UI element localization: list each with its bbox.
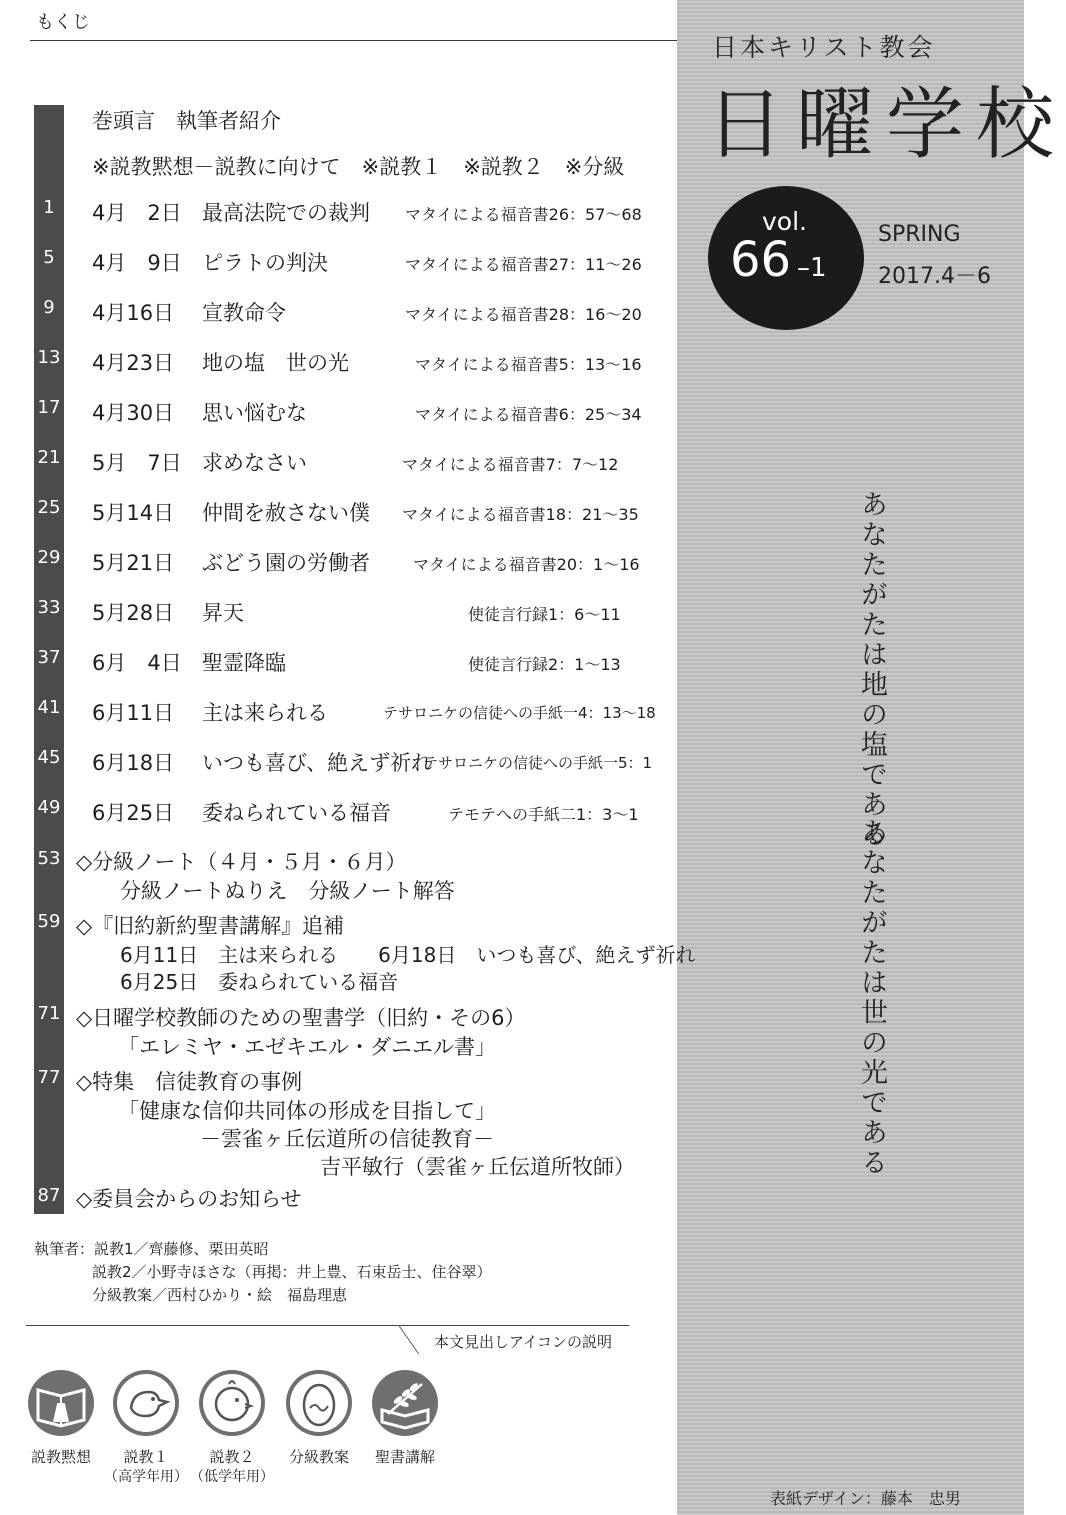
section-heading[interactable]: ◇日曜学校教師のための聖書学（旧約・その6） xyxy=(76,1006,526,1030)
page-title: もくじ xyxy=(36,12,90,33)
scripture-ref: 使徒言行録2：1～13 xyxy=(468,655,621,674)
page-number: 33 xyxy=(37,597,61,618)
scripture-ref: マタイによる福音書6：25～34 xyxy=(415,405,642,424)
sermon-date: 6月 4日 xyxy=(92,651,182,675)
olive-branch-book-icon xyxy=(372,1370,438,1436)
scripture-ref: マタイによる福音書20：1～16 xyxy=(413,555,640,574)
legend-title: 本文見出しアイコンの説明 xyxy=(434,1333,613,1351)
sermon-date: 6月18日 xyxy=(92,751,175,775)
staff-line: 執筆者：説教1／齊藤修、栗田英昭 xyxy=(34,1240,269,1258)
page-number: 41 xyxy=(37,697,61,718)
staff-line: 分級教案／西村ひかり・絵 福島理恵 xyxy=(92,1286,348,1304)
icon-label: 説教黙想 xyxy=(30,1448,91,1466)
header-divider xyxy=(30,40,678,41)
scripture-ref: テモテへの手紙二1：3～1 xyxy=(448,805,639,824)
section-heading[interactable]: ◇『旧約新約聖書講解』追補 xyxy=(76,914,345,938)
scripture-ref: マタイによる福音書27：11～26 xyxy=(405,255,642,274)
bird-icon xyxy=(113,1370,179,1436)
sermon-date: 5月28日 xyxy=(92,601,175,625)
section-line: 吉平敏行（雲雀ヶ丘伝道所牧師） xyxy=(320,1155,635,1179)
section-heading[interactable]: ◇委員会からのお知らせ xyxy=(76,1187,302,1211)
sermon-title: 仲間を赦さない僕 xyxy=(202,501,370,525)
sermon-title: いつも喜び、絶えず祈れ xyxy=(202,751,433,775)
page-number: 53 xyxy=(37,848,61,869)
egg-icon xyxy=(286,1370,352,1436)
scripture-ref: テサロニケの信徒への手紙一4：13～18 xyxy=(383,704,656,722)
verse-salt: あなたがたは地の塩である xyxy=(856,490,887,850)
sermon-title: 主は来られる xyxy=(202,701,328,725)
page-number: 77 xyxy=(37,1067,61,1088)
icon-label: 説教２ xyxy=(209,1448,255,1466)
sermon-title: 委ねられている福音 xyxy=(202,801,391,825)
sermon-date: 5月14日 xyxy=(92,501,175,525)
sermon-title: 宣教命令 xyxy=(202,301,286,325)
icon-label: 説教１ xyxy=(123,1448,169,1466)
design-credit: 表紙デザイン：藤本 忠男 xyxy=(770,1489,961,1508)
page-number: 59 xyxy=(37,911,61,932)
staff-line: 説教2／小野寺ほさな（再掲：井上豊、石束岳士、住谷翠） xyxy=(92,1263,492,1281)
sermon-date: 5月 7日 xyxy=(92,451,182,475)
legend-divider xyxy=(26,1325,398,1326)
page-number: 13 xyxy=(37,347,61,368)
section-line: 「エレミヤ・エゼキエル・ダニエル書」 xyxy=(118,1035,496,1059)
org-name: 日本キリスト教会 xyxy=(712,33,936,62)
scripture-ref: マタイによる福音書5：13～16 xyxy=(415,355,642,374)
volume-issue: –1 xyxy=(797,253,827,283)
season: SPRING xyxy=(878,222,961,247)
chick-icon xyxy=(199,1370,265,1436)
scripture-ref: マタイによる福音書28：16～20 xyxy=(405,305,642,324)
section-line: 6月11日 主は来られる 6月18日 いつも喜び、絶えず祈れ xyxy=(120,943,696,967)
scripture-ref: マタイによる福音書18：21～35 xyxy=(402,505,639,524)
section-line: －雲雀ヶ丘伝道所の信徒教育－ xyxy=(200,1127,494,1151)
sermon-date: 6月25日 xyxy=(92,801,175,825)
section-heading[interactable]: ◇分級ノート（４月・５月・６月） xyxy=(76,850,407,874)
page-number: 9 xyxy=(43,297,55,318)
sermon-date: 4月30日 xyxy=(92,401,175,425)
icon-label: 分級教案 xyxy=(288,1448,349,1466)
sermon-date: 4月23日 xyxy=(92,351,175,375)
sermon-date: 5月21日 xyxy=(92,551,175,575)
volume-label: vol. xyxy=(762,207,807,236)
sermon-title: 思い悩むな xyxy=(202,401,307,425)
scripture-ref: マタイによる福音書7：7～12 xyxy=(402,455,619,474)
sermon-date: 4月16日 xyxy=(92,301,175,325)
sermon-date: 4月 9日 xyxy=(92,251,182,275)
page-number: 17 xyxy=(37,397,61,418)
sermon-title: 聖霊降臨 xyxy=(202,651,286,675)
scripture-ref: テサロニケの信徒への手紙一5：1 xyxy=(423,754,653,772)
verse-light: あなたがたは世の光である xyxy=(856,818,887,1178)
praying-hands-book-icon xyxy=(28,1370,94,1436)
page-number: 5 xyxy=(43,247,55,268)
section-line: 「健康な信仰共同体の形成を目指して」 xyxy=(118,1099,496,1123)
icon-sublabel: （低学年用） xyxy=(190,1469,274,1485)
sermon-title: 最高法院での裁判 xyxy=(202,201,370,225)
page-number: 37 xyxy=(37,647,61,668)
intro-line: 巻頭言 執筆者紹介 xyxy=(92,109,281,133)
icon-label: 聖書講解 xyxy=(374,1448,435,1466)
volume-number: 66 xyxy=(730,232,792,288)
page-number: 45 xyxy=(37,747,61,768)
period: 2017.4－6 xyxy=(878,264,991,289)
scripture-ref: マタイによる福音書26：57～68 xyxy=(405,205,642,224)
sermon-title: 求めなさい xyxy=(202,451,307,475)
sermon-date: 6月11日 xyxy=(92,701,175,725)
icon-sublabel: （高学年用） xyxy=(104,1469,188,1485)
sermon-title: 地の塩 世の光 xyxy=(202,351,349,375)
sermon-title: ピラトの判決 xyxy=(202,251,328,275)
section-heading[interactable]: ◇特集 信徒教育の事例 xyxy=(76,1070,303,1094)
scripture-ref: 使徒言行録1：6～11 xyxy=(468,605,621,624)
magazine-title: 日曜学校 xyxy=(706,80,1066,170)
sermon-date: 4月 2日 xyxy=(92,201,182,225)
sermon-title: 昇天 xyxy=(202,601,244,625)
page-number: 29 xyxy=(37,547,61,568)
sermon-title: ぶどう園の労働者 xyxy=(202,551,370,575)
page-number: 87 xyxy=(37,1185,61,1206)
page-number: 49 xyxy=(37,797,61,818)
page-number: 25 xyxy=(37,497,61,518)
page-number: 71 xyxy=(37,1003,61,1024)
section-line: 分級ノートぬりえ 分級ノート解答 xyxy=(120,879,455,903)
page-number: 21 xyxy=(37,447,61,468)
section-line: 6月25日 委ねられている福音 xyxy=(120,970,399,994)
intro-sections: ※説教黙想－説教に向けて ※説教１ ※説教２ ※分級 xyxy=(92,155,625,179)
page-number: 1 xyxy=(43,197,55,218)
